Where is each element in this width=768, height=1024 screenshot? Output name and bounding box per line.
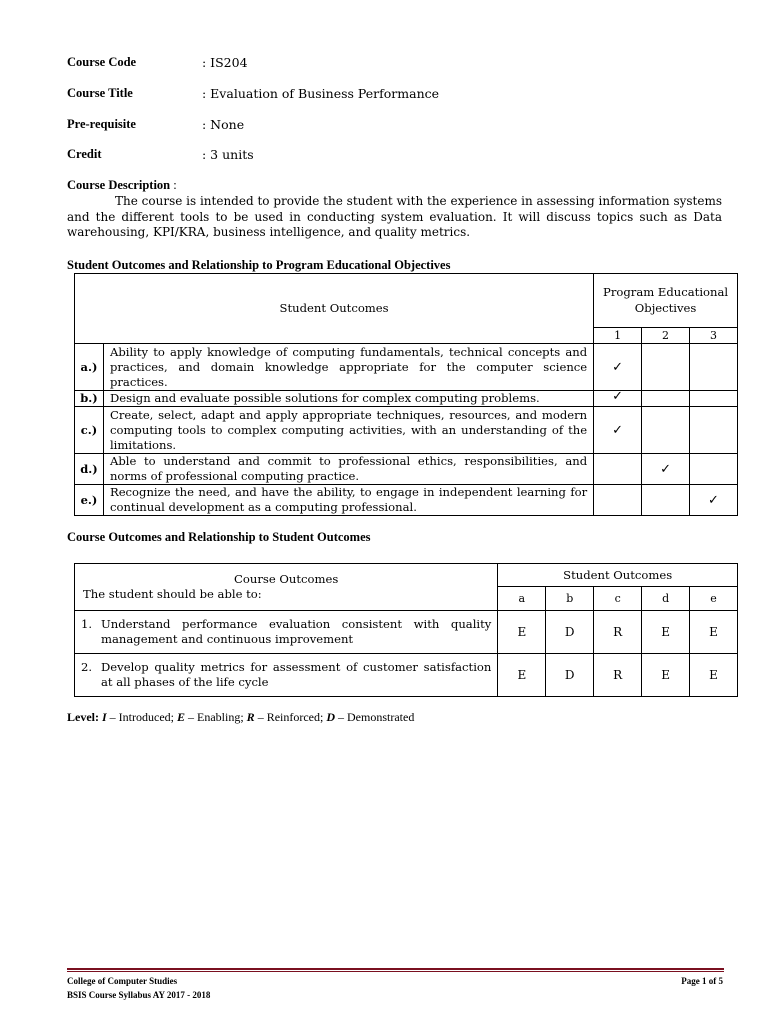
footer-syllabus: BSIS Course Syllabus AY 2017 - 2018	[67, 990, 211, 1000]
check-cell	[690, 407, 738, 454]
check-cell	[690, 485, 738, 516]
student-outcome-row	[75, 454, 738, 485]
course-outcome-item	[75, 611, 498, 654]
outcome-text: Create, select, adapt and apply appropriate techniques, resources, and modern computing tools to complex computing activities, with an understanding of the limitations.	[103, 407, 593, 454]
student-outcomes-letters-header: Student Outcomes	[498, 564, 738, 587]
level-legend	[67, 710, 414, 725]
outcome-text: Ability to apply knowledge of computing fundamentals, technical concepts and practices, and domain knowledge appropriate for the computer science practices.	[103, 344, 593, 391]
course-description-colon: :	[170, 178, 177, 192]
peo-number: 3	[690, 328, 738, 344]
so-letter: b	[546, 587, 594, 611]
course-outcome-number: 2.	[81, 660, 93, 674]
check-cell	[642, 454, 690, 485]
credit-value: : 3 units	[202, 147, 254, 162]
student-outcome-row	[75, 485, 738, 516]
check-cell	[690, 391, 738, 407]
legend-label: – Reinforced;	[254, 710, 327, 724]
course-description-heading	[67, 178, 177, 193]
check-cell	[642, 407, 690, 454]
so-letter: e	[690, 587, 738, 611]
course-code-value: : IS204	[202, 55, 248, 70]
course-outcomes-section-title: Course Outcomes and Relationship to Student Outcomes	[67, 530, 371, 544]
level-cell: E	[642, 654, 690, 697]
course-outcome-row	[75, 654, 738, 697]
outcome-letter: a.)	[75, 344, 104, 391]
check-cell	[642, 344, 690, 391]
level-cell: E	[690, 654, 738, 697]
footer-college: College of Computer Studies	[67, 976, 178, 986]
legend-label: – Enabling;	[185, 710, 247, 724]
level-cell: E	[642, 611, 690, 654]
peo-number: 1	[594, 328, 642, 344]
check-cell	[690, 344, 738, 391]
so-letter: d	[642, 587, 690, 611]
course-description-title: Course Description	[67, 178, 171, 192]
student-outcomes-section-title: Student Outcomes and Relationship to Program Educational Objectives	[67, 258, 451, 272]
outcome-text: Design and evaluate possible solutions for complex computing problems.	[103, 391, 593, 407]
legend-label: – Demonstrated	[335, 710, 415, 724]
course-outcome-text: Understand performance evaluation consistent with quality management and continuous improvement	[101, 617, 492, 646]
course-code-label: Course Code	[67, 55, 137, 69]
student-outcomes-header: Student Outcomes	[75, 274, 594, 344]
level-cell: E	[498, 611, 546, 654]
prerequisite-label: Pre-requisite	[67, 117, 136, 131]
legend-label: – Introduced;	[106, 710, 177, 724]
outcome-letter: c.)	[75, 407, 104, 454]
check-cell	[594, 485, 642, 516]
outcome-text: Able to understand and commit to professional ethics, responsibilities, and norms of professional computing practice.	[103, 454, 593, 485]
legend-code: E	[176, 710, 185, 724]
checkmark-icon: ✓	[612, 359, 624, 375]
student-outcome-row	[75, 344, 738, 391]
course-outcome-row	[75, 611, 738, 654]
peo-header: Program Educational Objectives	[594, 274, 738, 328]
outcome-letter: e.)	[75, 485, 104, 516]
legend-code: R	[246, 710, 255, 724]
course-title-value: : Evaluation of Business Performance	[202, 86, 440, 101]
check-cell	[594, 407, 642, 454]
outcome-letter: b.)	[75, 391, 104, 407]
footer-rule	[67, 968, 724, 970]
footer-page-number: Page 1 of 5	[681, 976, 723, 986]
course-outcomes-header	[75, 564, 498, 611]
legend-code: I	[102, 710, 107, 724]
course-outcomes-header-title: Course Outcomes	[234, 572, 339, 586]
so-letter: a	[498, 587, 546, 611]
student-outcomes-table	[74, 273, 738, 516]
check-cell	[594, 454, 642, 485]
level-cell: D	[546, 611, 594, 654]
outcome-text: Recognize the need, and have the ability, to engage in independent learning for continual development as a computing professional.	[103, 485, 593, 516]
level-cell: R	[594, 654, 642, 697]
check-cell	[594, 391, 642, 407]
checkmark-icon: ✓	[660, 461, 671, 477]
course-outcomes-table	[74, 563, 738, 697]
peo-number: 2	[642, 328, 690, 344]
student-outcome-row	[75, 407, 738, 454]
so-letter: c	[594, 587, 642, 611]
checkmark-icon: ✓	[612, 422, 624, 438]
checkmark-icon: ✓	[708, 492, 719, 508]
course-description-text: The course is intended to provide the student with the experience in assessing information systems and the different tools to be used in conducting system evaluation. It will discuss topics such as Data warehousing, KPI/KRA, business intelligence, and quality metrics.	[67, 194, 722, 239]
credit-label: Credit	[67, 147, 102, 161]
legend-prefix: Level:	[67, 710, 102, 724]
footer-rule-thin	[67, 971, 724, 972]
level-cell: D	[546, 654, 594, 697]
outcome-letter: d.)	[75, 454, 104, 485]
prerequisite-value: : None	[202, 117, 245, 132]
check-cell	[642, 485, 690, 516]
check-cell	[690, 454, 738, 485]
checkmark-icon: ✓	[612, 389, 624, 404]
course-outcome-number: 1.	[81, 617, 93, 631]
course-outcome-text: Develop quality metrics for assessment of customer satisfaction at all phases of the life cycle	[101, 660, 492, 689]
level-cell: E	[498, 654, 546, 697]
legend-code: D	[326, 710, 336, 724]
course-title-label: Course Title	[67, 86, 133, 100]
check-cell	[642, 391, 690, 407]
course-outcomes-header-sub: The student should be able to:	[83, 587, 262, 601]
level-cell: E	[690, 611, 738, 654]
check-cell	[594, 344, 642, 391]
level-cell: R	[594, 611, 642, 654]
student-outcome-row	[75, 391, 738, 407]
course-outcome-item	[75, 654, 498, 697]
